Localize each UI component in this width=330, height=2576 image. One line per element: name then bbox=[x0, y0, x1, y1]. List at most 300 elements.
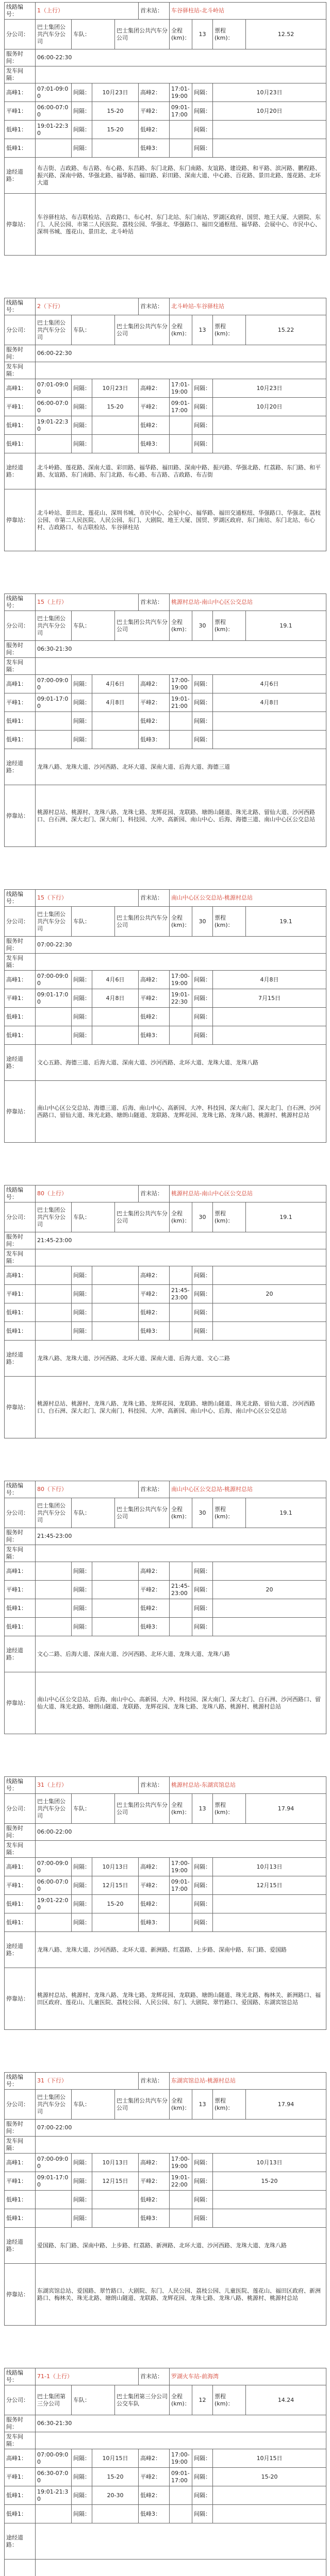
interval-label: 间隔： bbox=[72, 102, 92, 121]
interval2-minutes bbox=[213, 1562, 326, 1581]
interval-label: 间隔： bbox=[72, 2191, 92, 2209]
period-time: 07:00-09:00 bbox=[36, 971, 72, 989]
stops-label: 停靠站： bbox=[5, 2264, 36, 2326]
line-label: 线路编号： bbox=[5, 1481, 36, 1498]
interval-minutes: 15-20 bbox=[92, 121, 139, 139]
service-value: 06:00-22:00 bbox=[36, 1824, 326, 1841]
period2-label: 高峰2： bbox=[139, 675, 170, 693]
period2-time bbox=[170, 1895, 192, 1913]
route-roads: 北斗岭路、莲花路、深南大道、彩田路、福华路、福田路、深南中路、振兴路、华强北路、红荔路、东门路、和平路、友谊路、东门南路、东门北路、布心路、布吉路、吉政路、布吉街 bbox=[36, 453, 326, 489]
interval2-label: 间隔： bbox=[192, 731, 213, 749]
interval-minutes: 12月15日 bbox=[92, 1876, 139, 1895]
interval2-label: 间隔： bbox=[192, 2468, 213, 2486]
stops-label bbox=[5, 2560, 36, 2576]
period2-label: 平峰2： bbox=[139, 1876, 170, 1895]
interval-label: 间隔： bbox=[72, 435, 92, 453]
period2-label: 高峰2： bbox=[139, 1562, 170, 1581]
period-time: 07:00-09:00 bbox=[36, 675, 72, 693]
team-label: 车队： bbox=[72, 611, 115, 641]
route-table bbox=[4, 2, 326, 256]
stops-label: 停靠站： bbox=[5, 489, 36, 551]
interval-label: 发车间隔： bbox=[5, 1545, 36, 1562]
fare-label: 票程 (km)： bbox=[213, 20, 246, 49]
period2-time bbox=[170, 435, 192, 453]
terminal-label: 首末站： bbox=[139, 2368, 170, 2385]
fare-value: 19.1 bbox=[246, 611, 326, 641]
period-time bbox=[36, 2209, 72, 2228]
interval2-label: 间隔： bbox=[192, 693, 213, 712]
period2-time: 17:00-19:00 bbox=[170, 2449, 192, 2468]
interval-minutes: 15-20 bbox=[92, 398, 139, 416]
fare-label: 票程 (km)： bbox=[213, 315, 246, 345]
period-time: 09:01-17:00 bbox=[36, 989, 72, 1008]
company-value: 巴士集团公共汽车分公司 bbox=[36, 611, 72, 641]
period-time bbox=[36, 1562, 72, 1581]
interval-value bbox=[36, 362, 326, 379]
period2-time bbox=[170, 1026, 192, 1045]
fare-label: 票程 (km)： bbox=[213, 1794, 246, 1824]
interval-label: 间隔： bbox=[72, 1008, 92, 1026]
interval-minutes bbox=[92, 435, 139, 453]
interval-label: 间隔： bbox=[72, 1913, 92, 1932]
interval2-minutes: 4月6日 bbox=[213, 675, 326, 693]
team-label: 车队： bbox=[72, 2385, 115, 2415]
period-label: 低峰1： bbox=[5, 1895, 36, 1913]
period2-time bbox=[170, 1266, 192, 1285]
interval-minutes: 12月15日 bbox=[92, 2172, 139, 2191]
terminal-label: 首末站： bbox=[139, 298, 170, 315]
route-block bbox=[4, 2368, 326, 2576]
period2-time bbox=[170, 121, 192, 139]
route-roads: 龙珠八路、龙珠大道、沙河西路、北环大道、新洲路、红荔路、上步路、深南中路、东门路、爱国路 bbox=[36, 1932, 326, 1968]
interval-minutes bbox=[92, 1322, 139, 1341]
fleet-value: 巴士集团公共汽车分公司 bbox=[115, 1498, 170, 1528]
interval-minutes bbox=[92, 1618, 139, 1636]
route-block bbox=[4, 2, 326, 256]
terminal-value: 北斗岭站-车谷驿柱站 bbox=[170, 298, 326, 315]
interval-minutes bbox=[92, 1026, 139, 1045]
period2-time: 19:01-21:00 bbox=[170, 693, 192, 712]
company-value: 巴士集团公共汽车分公司 bbox=[36, 1794, 72, 1824]
period-label: 高峰1： bbox=[5, 1562, 36, 1581]
period2-label: 平峰2： bbox=[139, 2172, 170, 2191]
company-value: 巴士集团公共汽车分公司 bbox=[36, 20, 72, 49]
service-label: 服务时间： bbox=[5, 2415, 36, 2432]
company-label: 分公司： bbox=[5, 2090, 36, 2120]
terminal-label: 首末站： bbox=[139, 2073, 170, 2090]
interval2-minutes: 10月13日 bbox=[213, 2154, 326, 2172]
company-label: 分公司： bbox=[5, 2385, 36, 2415]
interval-minutes: 20-30 bbox=[92, 2486, 139, 2505]
interval-label: 间隔： bbox=[72, 1618, 92, 1636]
length-value: 13 bbox=[192, 315, 213, 345]
interval2-minutes bbox=[213, 1913, 326, 1932]
period2-label: 低峰3： bbox=[139, 1618, 170, 1636]
period-label: 高峰1： bbox=[5, 971, 36, 989]
period2-time bbox=[170, 1618, 192, 1636]
interval2-label: 间隔： bbox=[192, 971, 213, 989]
period-time: 06:30-07:00 bbox=[36, 2468, 72, 2486]
interval-minutes: 10月23日 bbox=[92, 379, 139, 398]
route-roads-label: 途经道路： bbox=[5, 453, 36, 489]
interval-label: 发车间隔： bbox=[5, 1249, 36, 1266]
service-label: 服务时间： bbox=[5, 937, 36, 954]
stops-label: 停靠站： bbox=[5, 194, 36, 256]
period-label: 低峰1： bbox=[5, 2191, 36, 2209]
stops-list bbox=[36, 2560, 326, 2576]
fare-label: 票程 (km)： bbox=[213, 611, 246, 641]
fare-label: 票程 (km)： bbox=[213, 907, 246, 937]
interval2-label: 间隔： bbox=[192, 1266, 213, 1285]
period2-label: 高峰2： bbox=[139, 379, 170, 398]
period-time: 19:01-22:30 bbox=[36, 416, 72, 435]
route-block bbox=[4, 2072, 326, 2326]
fare-value: 12.52 bbox=[246, 20, 326, 49]
period2-label: 高峰2： bbox=[139, 83, 170, 102]
period-label: 低峰1： bbox=[5, 2209, 36, 2228]
interval-minutes bbox=[92, 2209, 139, 2228]
route-roads: 爱国路、东门路、深南中路、上步路、红荔路、新洲路、北环大道、沙河西路、龙珠大道、龙珠八路 bbox=[36, 2228, 326, 2264]
route-block bbox=[4, 1481, 326, 1734]
company-value: 巴士集团公共汽车分公司 bbox=[36, 1498, 72, 1528]
interval2-label: 间隔： bbox=[192, 379, 213, 398]
period-time: 07:01-09:00 bbox=[36, 379, 72, 398]
period2-time bbox=[170, 2505, 192, 2523]
period2-time bbox=[170, 2191, 192, 2209]
company-label: 分公司： bbox=[5, 1498, 36, 1528]
interval-minutes bbox=[92, 1008, 139, 1026]
length-value: 13 bbox=[192, 2090, 213, 2120]
line-label: 线路编号： bbox=[5, 3, 36, 20]
line-label: 线路编号： bbox=[5, 890, 36, 907]
service-value: 06:00-22:30 bbox=[36, 345, 326, 362]
interval-minutes bbox=[92, 1581, 139, 1599]
stops-label: 停靠站： bbox=[5, 1672, 36, 1734]
interval2-minutes bbox=[213, 731, 326, 749]
team-label: 车队： bbox=[72, 315, 115, 345]
interval-label: 间隔： bbox=[72, 2449, 92, 2468]
period2-time: 17:01-19:00 bbox=[170, 379, 192, 398]
period-label: 低峰1： bbox=[5, 1008, 36, 1026]
line-label: 线路编号： bbox=[5, 298, 36, 315]
period-time: 19:01-21:30 bbox=[36, 2486, 72, 2505]
line-number: 31（下行） bbox=[36, 2073, 139, 2090]
team-label: 车队： bbox=[72, 1202, 115, 1232]
interval-value bbox=[36, 658, 326, 675]
period-time: 09:01-17:00 bbox=[36, 2172, 72, 2191]
length-label: 全程 (km)： bbox=[170, 2385, 192, 2415]
interval2-label: 间隔： bbox=[192, 1026, 213, 1045]
stops-label: 停靠站： bbox=[5, 1081, 36, 1143]
route-roads-label: 途经道路： bbox=[5, 1045, 36, 1081]
interval-label: 间隔： bbox=[72, 989, 92, 1008]
service-label: 服务时间： bbox=[5, 345, 36, 362]
route-table bbox=[4, 1481, 326, 1734]
terminal-value: 南山中心区公交总站-桃源村总站 bbox=[170, 1481, 326, 1498]
period2-label: 平峰2： bbox=[139, 102, 170, 121]
interval-label: 间隔： bbox=[72, 971, 92, 989]
stops-list: 桃源村总站、桃源村、龙珠八路、龙珠七路、龙辉花园、龙联路、塘朗山隧道、珠光北路、梅林关、新洲路口、福田区政府、莲花山、儿童医院、荔枝公园、人民公园、东门、大剧院、翠竹路口、爱国路、东湖宾馆总站 bbox=[36, 1968, 326, 2030]
interval-label: 发车间隔： bbox=[5, 362, 36, 379]
interval2-label: 间隔： bbox=[192, 2172, 213, 2191]
period2-time bbox=[170, 2486, 192, 2505]
period-label: 高峰1： bbox=[5, 379, 36, 398]
company-value: 巴士集团第三分公司 bbox=[36, 2385, 72, 2415]
period-time bbox=[36, 1322, 72, 1341]
interval-label: 间隔： bbox=[72, 1285, 92, 1303]
route-table bbox=[4, 2368, 326, 2576]
team-label: 车队： bbox=[72, 20, 115, 49]
interval2-label: 间隔： bbox=[192, 83, 213, 102]
route-roads: 文心五路、海德三道、后海大道、深南大道、沙河西路、北环大道、龙珠大道、龙珠八路 bbox=[36, 1045, 326, 1081]
interval2-minutes: 4月8日 bbox=[213, 971, 326, 989]
stops-list: 南山中心区公交总站、后海、南山中心、高新园、大冲、科技园、深大南门、深大北门、白石洲、沙河西路口、留仙大道、珠光北路、塘朗山隧道、龙联路、龙辉花园、龙珠七路、龙珠八路、桃源村、桃源村总站 bbox=[36, 1672, 326, 1734]
interval2-minutes bbox=[213, 712, 326, 731]
interval-minutes bbox=[92, 1913, 139, 1932]
fleet-value: 巴士集团公共汽车分公司 bbox=[115, 1202, 170, 1232]
service-label: 服务时间： bbox=[5, 1528, 36, 1545]
service-label: 服务时间： bbox=[5, 2120, 36, 2137]
length-label: 全程 (km)： bbox=[170, 1202, 192, 1232]
stops-list: 桃源村总站、桃源村、龙珠八路、龙珠七路、龙辉花园、龙联路、塘朗山隧道、珠光北路、留仙大道、沙河西路口、白石洲、深大北门、深大南门、科技园、大冲、高新园、南山中心、后海、海德三道、南山中心区公交总站 bbox=[36, 785, 326, 847]
interval-label: 间隔： bbox=[72, 731, 92, 749]
interval-label: 间隔： bbox=[72, 1895, 92, 1913]
interval-label: 间隔： bbox=[72, 1322, 92, 1341]
fleet-value: 巴士集团公共汽车分公司 bbox=[115, 2090, 170, 2120]
team-label: 车队： bbox=[72, 1794, 115, 1824]
interval2-minutes bbox=[213, 1895, 326, 1913]
route-roads: 文心二路、后海大道、深南大道、沙河西路、北环大道、龙珠大道、龙珠八路 bbox=[36, 1636, 326, 1672]
fleet-value: 巴士集团公共汽车分公司 bbox=[115, 1794, 170, 1824]
period-time bbox=[36, 1599, 72, 1618]
period2-label: 高峰2： bbox=[139, 1266, 170, 1285]
length-label: 全程 (km)： bbox=[170, 315, 192, 345]
interval2-label: 间隔： bbox=[192, 1618, 213, 1636]
period2-label: 高峰2： bbox=[139, 2154, 170, 2172]
interval2-minutes bbox=[213, 435, 326, 453]
interval-label: 发车间隔： bbox=[5, 954, 36, 971]
interval-minutes bbox=[92, 2505, 139, 2523]
period-label: 低峰1： bbox=[5, 1303, 36, 1322]
period2-label: 低峰3： bbox=[139, 2505, 170, 2523]
interval2-label: 间隔： bbox=[192, 1858, 213, 1876]
period2-label: 低峰3： bbox=[139, 139, 170, 158]
fare-label: 票程 (km)： bbox=[213, 1498, 246, 1528]
period2-label: 低峰3： bbox=[139, 1913, 170, 1932]
fare-label: 票程 (km)： bbox=[213, 2385, 246, 2415]
interval-value bbox=[36, 66, 326, 83]
interval-minutes: 4月6日 bbox=[92, 971, 139, 989]
company-label: 分公司： bbox=[5, 20, 36, 49]
interval-minutes: 10月13日 bbox=[92, 1858, 139, 1876]
period-label: 平峰1： bbox=[5, 398, 36, 416]
period-time: 06:00-07:00 bbox=[36, 398, 72, 416]
interval2-minutes bbox=[213, 1008, 326, 1026]
period-time bbox=[36, 1008, 72, 1026]
stops-list: 东湖宾馆总站、爱国路、翠竹路口、大剧院、东门、人民公园、荔枝公园、儿童医院、莲花山、福田区政府、新洲路口、梅林关、珠光北路、塘朗山隧道、龙联路、龙辉花园、龙珠七路、龙珠八路、桃源村、桃源村总站 bbox=[36, 2264, 326, 2326]
interval-minutes: 10月23日 bbox=[92, 83, 139, 102]
fare-value: 17.94 bbox=[246, 2090, 326, 2120]
interval2-minutes: 20 bbox=[213, 1581, 326, 1599]
length-label: 全程 (km)： bbox=[170, 907, 192, 937]
interval2-minutes bbox=[213, 1303, 326, 1322]
interval-label: 间隔： bbox=[72, 83, 92, 102]
interval2-minutes bbox=[213, 1599, 326, 1618]
interval2-minutes bbox=[213, 2486, 326, 2505]
interval2-minutes: 4月8日 bbox=[213, 693, 326, 712]
period2-time: 17:00-19:00 bbox=[170, 2154, 192, 2172]
length-label: 全程 (km)： bbox=[170, 2090, 192, 2120]
period-time: 07:00-09:00 bbox=[36, 1858, 72, 1876]
period-time: 07:01-09:00 bbox=[36, 83, 72, 102]
fare-label: 票程 (km)： bbox=[213, 1202, 246, 1232]
period2-label: 平峰2： bbox=[139, 693, 170, 712]
interval2-label: 间隔： bbox=[192, 139, 213, 158]
route-roads: 龙珠八路、龙珠大道、沙河西路、北环大道、深南大道、后海大道、文心二路 bbox=[36, 1341, 326, 1377]
period-label: 高峰1： bbox=[5, 83, 36, 102]
interval-label: 间隔： bbox=[72, 1599, 92, 1618]
period2-time bbox=[170, 1913, 192, 1932]
fare-label: 票程 (km)： bbox=[213, 2090, 246, 2120]
service-value: 07:00-22:00 bbox=[36, 2120, 326, 2137]
period2-label: 平峰2： bbox=[139, 1581, 170, 1599]
interval2-minutes: 10月15日 bbox=[213, 2449, 326, 2468]
route-block bbox=[4, 1185, 326, 1438]
interval2-label: 间隔： bbox=[192, 1285, 213, 1303]
interval-label: 间隔： bbox=[72, 2505, 92, 2523]
interval2-label: 间隔： bbox=[192, 1562, 213, 1581]
interval-value bbox=[36, 2432, 326, 2449]
service-value: 06:30-21:30 bbox=[36, 641, 326, 658]
length-label: 全程 (km)： bbox=[170, 20, 192, 49]
service-label: 服务时间： bbox=[5, 641, 36, 658]
route-roads-label: 途经道路： bbox=[5, 1636, 36, 1672]
service-label: 服务时间： bbox=[5, 1232, 36, 1249]
interval2-minutes bbox=[213, 1322, 326, 1341]
line-label: 线路编号： bbox=[5, 1777, 36, 1794]
period-label: 低峰1： bbox=[5, 731, 36, 749]
period-time: 19:01-22:30 bbox=[36, 121, 72, 139]
interval-minutes bbox=[92, 2191, 139, 2209]
period-time: 07:00-09:00 bbox=[36, 2154, 72, 2172]
route-table bbox=[4, 594, 326, 847]
company-value: 巴士集团公共汽车分公司 bbox=[36, 907, 72, 937]
length-label: 全程 (km)： bbox=[170, 1794, 192, 1824]
period2-label: 低峰2： bbox=[139, 1008, 170, 1026]
route-table bbox=[4, 889, 326, 1143]
length-value: 30 bbox=[192, 611, 213, 641]
interval-minutes bbox=[92, 712, 139, 731]
period-label: 平峰1： bbox=[5, 1876, 36, 1895]
period2-label: 低峰3： bbox=[139, 731, 170, 749]
period2-label: 低峰2： bbox=[139, 1895, 170, 1913]
service-value: 07:00-22:30 bbox=[36, 937, 326, 954]
route-roads-label: 途经道路： bbox=[5, 749, 36, 785]
route-table bbox=[4, 298, 326, 551]
period-label: 高峰1： bbox=[5, 675, 36, 693]
period-label: 低峰1： bbox=[5, 121, 36, 139]
interval-label: 间隔： bbox=[72, 1876, 92, 1895]
company-label: 分公司： bbox=[5, 907, 36, 937]
company-label: 分公司： bbox=[5, 315, 36, 345]
period2-label: 低峰3： bbox=[139, 1322, 170, 1341]
interval2-label: 间隔： bbox=[192, 121, 213, 139]
interval-label: 间隔： bbox=[72, 1303, 92, 1322]
length-value: 30 bbox=[192, 1202, 213, 1232]
period-label: 低峰1： bbox=[5, 1322, 36, 1341]
fare-value: 19.1 bbox=[246, 1202, 326, 1232]
interval-minutes bbox=[92, 731, 139, 749]
line-label: 线路编号： bbox=[5, 1185, 36, 1202]
period2-time: 21:45-23:00 bbox=[170, 1285, 192, 1303]
interval-minutes bbox=[92, 1599, 139, 1618]
length-value: 30 bbox=[192, 1498, 213, 1528]
interval2-label: 间隔： bbox=[192, 989, 213, 1008]
interval-label: 间隔： bbox=[72, 712, 92, 731]
company-label: 分公司： bbox=[5, 1794, 36, 1824]
period2-time bbox=[170, 1303, 192, 1322]
line-label: 线路编号： bbox=[5, 2368, 36, 2385]
period-time: 09:01-17:00 bbox=[36, 693, 72, 712]
route-roads-label: 途经道路： bbox=[5, 2228, 36, 2264]
length-value: 13 bbox=[192, 1794, 213, 1824]
interval2-minutes: 10月20日 bbox=[213, 102, 326, 121]
fleet-value: 巴士集团第三分公司公交车队 bbox=[115, 2385, 170, 2415]
interval2-label: 间隔： bbox=[192, 2209, 213, 2228]
interval2-label: 间隔： bbox=[192, 2486, 213, 2505]
period-label: 平峰1： bbox=[5, 693, 36, 712]
period-time bbox=[36, 731, 72, 749]
period2-time bbox=[170, 1562, 192, 1581]
period-time bbox=[36, 712, 72, 731]
period-label: 低峰1： bbox=[5, 1026, 36, 1045]
interval-minutes: 15-20 bbox=[92, 102, 139, 121]
line-number: 31（上行） bbox=[36, 1777, 139, 1794]
interval2-minutes: 12月15日 bbox=[213, 1876, 326, 1895]
period-label: 低峰1： bbox=[5, 1618, 36, 1636]
company-value: 巴士集团公共汽车分公司 bbox=[36, 1202, 72, 1232]
period2-time bbox=[170, 1599, 192, 1618]
period2-label: 平峰2： bbox=[139, 398, 170, 416]
interval2-label: 间隔： bbox=[192, 1895, 213, 1913]
period-label: 低峰1： bbox=[5, 1599, 36, 1618]
service-value: 21:45-23:00 bbox=[36, 1528, 326, 1545]
period-label: 平峰1： bbox=[5, 2172, 36, 2191]
length-value: 30 bbox=[192, 907, 213, 937]
period-label: 低峰1： bbox=[5, 712, 36, 731]
team-label: 车队： bbox=[72, 2090, 115, 2120]
fleet-value: 巴士集团公共汽车分公司 bbox=[115, 315, 170, 345]
interval2-minutes bbox=[213, 416, 326, 435]
interval-label: 间隔： bbox=[72, 1026, 92, 1045]
interval-label: 间隔： bbox=[72, 398, 92, 416]
terminal-value: 东湖宾馆总站-桃源村总站 bbox=[170, 2073, 326, 2090]
period-label: 低峰1： bbox=[5, 1913, 36, 1932]
interval2-label: 间隔： bbox=[192, 1599, 213, 1618]
interval-label: 间隔： bbox=[72, 1581, 92, 1599]
period2-label: 平峰2： bbox=[139, 2468, 170, 2486]
interval2-label: 间隔： bbox=[192, 416, 213, 435]
period-time bbox=[36, 2191, 72, 2209]
team-label: 车队： bbox=[72, 1498, 115, 1528]
period-time: 06:00-07:00 bbox=[36, 1876, 72, 1895]
period2-time: 19:01-22:30 bbox=[170, 989, 192, 1008]
route-roads-label: 途经道路： bbox=[5, 1341, 36, 1377]
period-label: 低峰1： bbox=[5, 2486, 36, 2505]
period2-label: 低峰2： bbox=[139, 1303, 170, 1322]
interval-minutes bbox=[92, 1303, 139, 1322]
service-value: 06:30-21:30 bbox=[36, 2415, 326, 2432]
